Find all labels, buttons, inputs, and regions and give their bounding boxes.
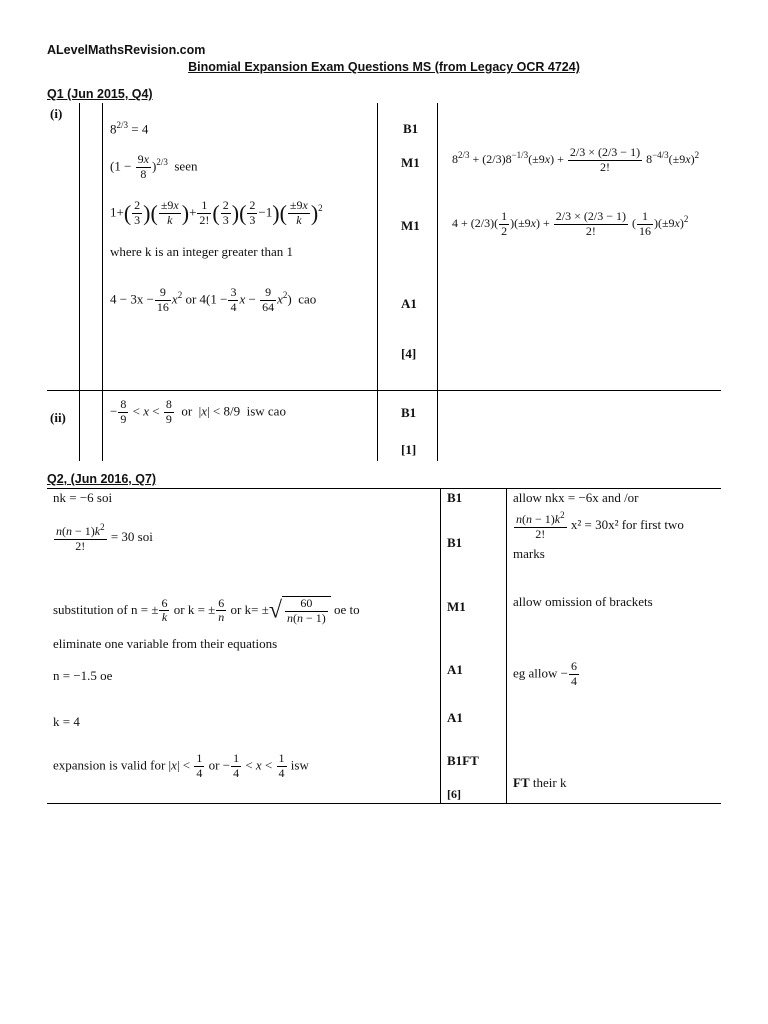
site-name: ALevelMathsRevision.com [47,43,206,57]
q2-guidance-1: allow nkx = −6x and /or [513,490,639,505]
q2-guidance-2: $\frac{n(n - 1)k^2}{2!}$ x² = 30x² for first two [516,510,684,541]
q2-guidance-4: eg allow − $\frac{6}{4}$ [513,659,577,688]
q1-row-divider [47,390,721,391]
q2-top-border [47,488,721,489]
q2-mark: M1 [447,599,466,614]
q2-mark: B1FT [447,753,479,768]
q1-mark-total: [1] [401,442,417,457]
q1-i-step-4: 4 − 3x − $\frac{9}{16}$ $x^2$ or 4(1 − $\frac{3}{4}$ x − $\frac{9}{64}$ $x^2$) cao [110,285,317,314]
q2-guidance-5: FT their k [513,775,567,790]
q2-mark: B1 [447,490,463,505]
q1-i-step-3: 1+( $\frac{2}{3}$ )( $\frac{\pm 9x}{k}$ )+ $\frac{1}{2!}$ ( $\frac{2}{3}$ )( $\frac{2}{3}$ −1)( $\frac{\pm 9x}{k}$ )$^2$ [110,198,323,227]
q1-heading: Q1 (Jun 2015, Q4) [47,87,153,101]
q1-i-step-2: (1 − $\frac{9x}{8}$ )$^{2/3}$ seen [110,152,198,181]
document-title: Binomial Expansion Exam Questions MS (from Legacy OCR 4724) [188,60,580,74]
q1-divider [377,103,378,461]
q2-step-6: expansion is valid for |x| < $\frac{1}{4}$ or − $\frac{1}{4}$ < x < $\frac{1}{4}$ isw [53,751,309,780]
q1-mark-total: [4] [401,346,417,361]
q1-divider [437,103,438,461]
q1-mark: B1 [403,121,419,136]
q2-guidance-3: allow omission of brackets [513,594,653,609]
q1-part-i-label: (i) [50,106,63,121]
q1-guidance-1: $8^{2/3} + (2/3)8^{-1/3}(\pm 9x)$ + $\frac{2/3 \times (2/3 - 1)}{2!}$ $8^{-4/3}(\pm 9x)^2$ [452,145,700,174]
q2-bottom-border [47,803,721,804]
q1-mark: M1 [401,218,420,233]
q1-guidance-2: 4 + (2/3)( $\frac{1}{2}$ )(±9x) + $\frac{2/3 \times (2/3 - 1)}{2!}$ ( $\frac{1}{16}$ )$(\pm 9x)^2$ [452,209,689,238]
q1-mark: M1 [401,155,420,170]
q1-mark: B1 [401,405,417,420]
q1-i-step-3-condition: where k is an integer greater than 1 [110,244,294,259]
q2-mark: A1 [447,710,463,725]
q1-divider [102,103,103,461]
q2-step-2: $\frac{n(n - 1)k^2}{2!}$ = 30 soi [56,522,153,553]
q2-mark: A1 [447,662,463,677]
q2-guidance-2-continued: marks [513,546,545,561]
q2-divider [440,488,441,803]
q1-ii-answer: − $\frac{8}{9}$ < x < $\frac{8}{9}$ or |x| < 8/9 isw cao [110,397,286,426]
q1-i-step-1: $8^{2/3} = 4$ [110,120,149,137]
q1-part-ii-label: (ii) [50,410,66,425]
q2-step-1: nk = −6 soi [53,490,113,505]
q2-mark-total: [6] [447,787,461,801]
q1-divider [79,103,80,461]
q2-step-3: substitution of n = ± $\frac{6}{k}$ or k = ± $\frac{6}{n}$ or k= ±√ $\frac{60}{n(n - 1)}$ oe to [53,595,360,625]
q1-mark: A1 [401,296,417,311]
q2-divider [506,488,507,803]
q2-heading: Q2, (Jun 2016, Q7) [47,472,157,486]
q2-step-3-continued: eliminate one variable from their equations [53,636,278,651]
q2-mark: B1 [447,535,463,550]
q2-step-5: k = 4 [53,714,80,729]
q2-step-4: n = −1.5 oe [53,668,113,683]
